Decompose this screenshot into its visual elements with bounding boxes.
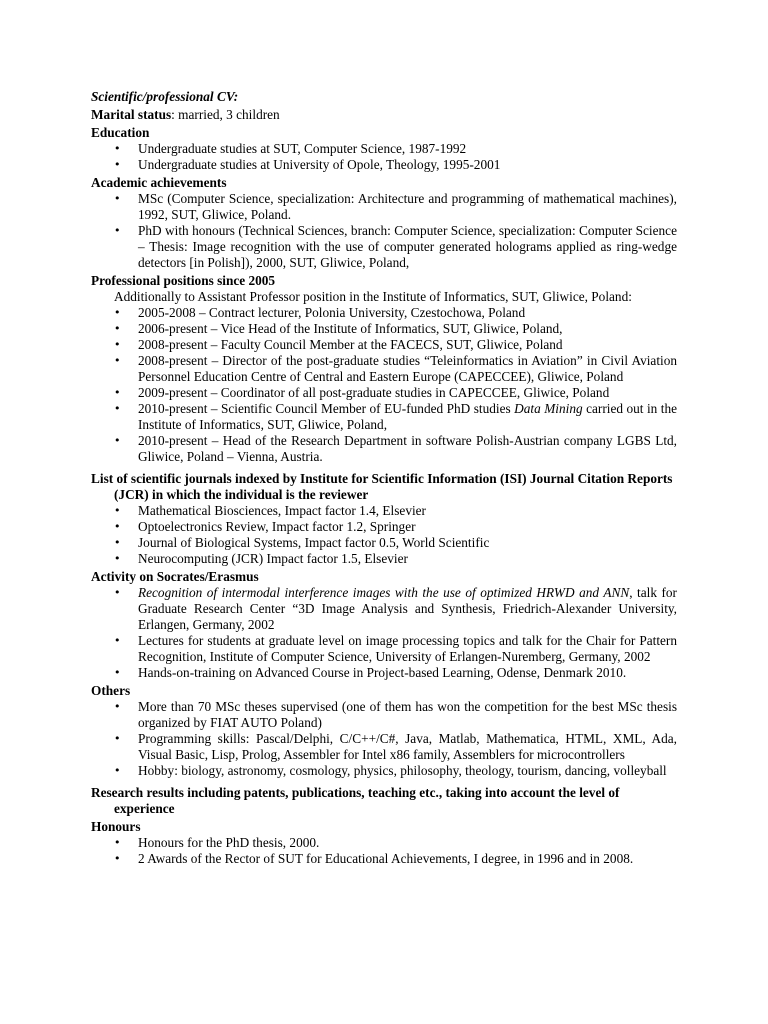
marital-status-label: Marital status <box>91 107 172 122</box>
marital-status <box>91 107 677 123</box>
erasmus-item: • Hands-on-training on Advanced Course in Project-based Learning, Odense, Denmark 2010. <box>91 665 677 681</box>
position-item: • 2009-present – Coordinator of all post-graduate studies in CAPECCEE, Gliwice, Poland <box>91 385 677 401</box>
erasmus-item-italic: Recognition of intermodal interference images with the use of optimized HRWD and ANN <box>138 585 630 600</box>
journal-item: • Optoelectronics Review, Impact factor 1.2, Springer <box>91 519 677 535</box>
others-list <box>91 699 677 779</box>
education-item: • Undergraduate studies at SUT, Computer Science, 1987-1992 <box>91 141 677 157</box>
education-item: • Undergraduate studies at University of Opole, Theology, 1995-2001 <box>91 157 677 173</box>
others-item: • More than 70 MSc theses supervised (one of them has won the competition for the best MSc thesis organized by FIAT AUTO Poland) <box>91 699 677 731</box>
journals-list <box>91 503 677 567</box>
others-item: • Programming skills: Pascal/Delphi, C/C++/C#, Java, Matlab, Mathematica, HTML, XML, Ada, Visual Basic, Lisp, Prolog, Assembler for Intel x86 family, Assemblers for microcontrollers <box>91 731 677 763</box>
honours-item: • Honours for the PhD thesis, 2000. <box>91 835 677 851</box>
honours-list <box>91 835 677 867</box>
education-list <box>91 141 677 173</box>
position-item <box>91 401 677 433</box>
position-item-italic: Data Mining <box>514 401 583 416</box>
position-item: • 2008-present – Director of the post-graduate studies “Teleinformatics in Aviation” in Civil Aviation Personnel Education Centre of Central and Eastern Europe (CAPECCEE), Gliwice, Poland <box>91 353 677 385</box>
positions-intro: Additionally to Assistant Professor position in the Institute of Informatics, SUT, Gliwice, Poland: <box>114 289 632 304</box>
journals-heading: List of scientific journals indexed by Institute for Scientific Information (ISI) Journal Citation Reports (JCR) in which the individual is the reviewer <box>91 471 673 502</box>
marital-status-value: : married, 3 children <box>171 107 280 122</box>
academic-heading: Academic achievements <box>91 175 227 190</box>
honours-heading: Honours <box>91 819 141 834</box>
position-item: • 2008-present – Faculty Council Member at the FACECS, SUT, Gliwice, Poland <box>91 337 677 353</box>
positions-list <box>91 305 677 465</box>
academic-list <box>91 191 677 271</box>
erasmus-heading: Activity on Socrates/Erasmus <box>91 569 259 584</box>
journal-item: • Journal of Biological Systems, Impact factor 0.5, World Scientific <box>91 535 677 551</box>
erasmus-item: • Lectures for students at graduate level on image processing topics and talk for the Chair for Pattern Recognition, Institute of Computer Science, University of Erlangen-Nuremberg, Germany, 2002 <box>91 633 677 665</box>
position-item: • 2005-2008 – Contract lecturer, Polonia University, Czestochowa, Poland <box>91 305 677 321</box>
journal-item: • Neurocomputing (JCR) Impact factor 1.5, Elsevier <box>91 551 677 567</box>
position-item-text-end: carried out in the Institute of Informatics, SUT, Gliwice, Poland, <box>138 401 678 432</box>
erasmus-item <box>91 585 677 633</box>
academic-item: • PhD with honours (Technical Sciences, branch: Computer Science, specialization: Computer Science – Thesis: Image recognition with the use of computer generated holograms applied as ring-wedge detectors [in Polish]), 2000, SUT, Gliwice, Poland, <box>91 223 677 271</box>
research-heading: Research results including patents, publications, teaching etc., taking into account the level of experience <box>91 785 620 816</box>
positions-heading: Professional positions since 2005 <box>91 273 276 288</box>
others-heading: Others <box>91 683 131 698</box>
position-item: • 2006-present – Vice Head of the Institute of Informatics, SUT, Gliwice, Poland, <box>91 321 677 337</box>
position-item: • 2010-present – Head of the Research Department in software Polish-Austrian company LGBS Ltd, Gliwice, Poland – Vienna, Austria. <box>91 433 677 465</box>
cv-content <box>91 89 677 867</box>
position-item-text-start: 2010-present – Scientific Council Member of EU-funded PhD studies <box>138 401 515 416</box>
education-heading: Education <box>91 125 150 140</box>
cv-title: Scientific/professional CV: <box>91 89 239 104</box>
journal-item: • Mathematical Biosciences, Impact factor 1.4, Elsevier <box>91 503 677 519</box>
others-item: • Hobby: biology, astronomy, cosmology, physics, philosophy, theology, tourism, dancing, volleyball <box>91 763 677 779</box>
academic-item: • MSc (Computer Science, specialization: Architecture and programming of mathematical machines), 1992, SUT, Gliwice, Poland. <box>91 191 677 223</box>
honours-item: • 2 Awards of the Rector of SUT for Educational Achievements, I degree, in 1996 and in 2008. <box>91 851 677 867</box>
erasmus-item-text: , talk for Graduate Research Center “3D Image Analysis and Synthesis, Friedrich-Alexander University, Erlangen, Germany, 2002 <box>138 585 677 632</box>
erasmus-list <box>91 585 677 681</box>
